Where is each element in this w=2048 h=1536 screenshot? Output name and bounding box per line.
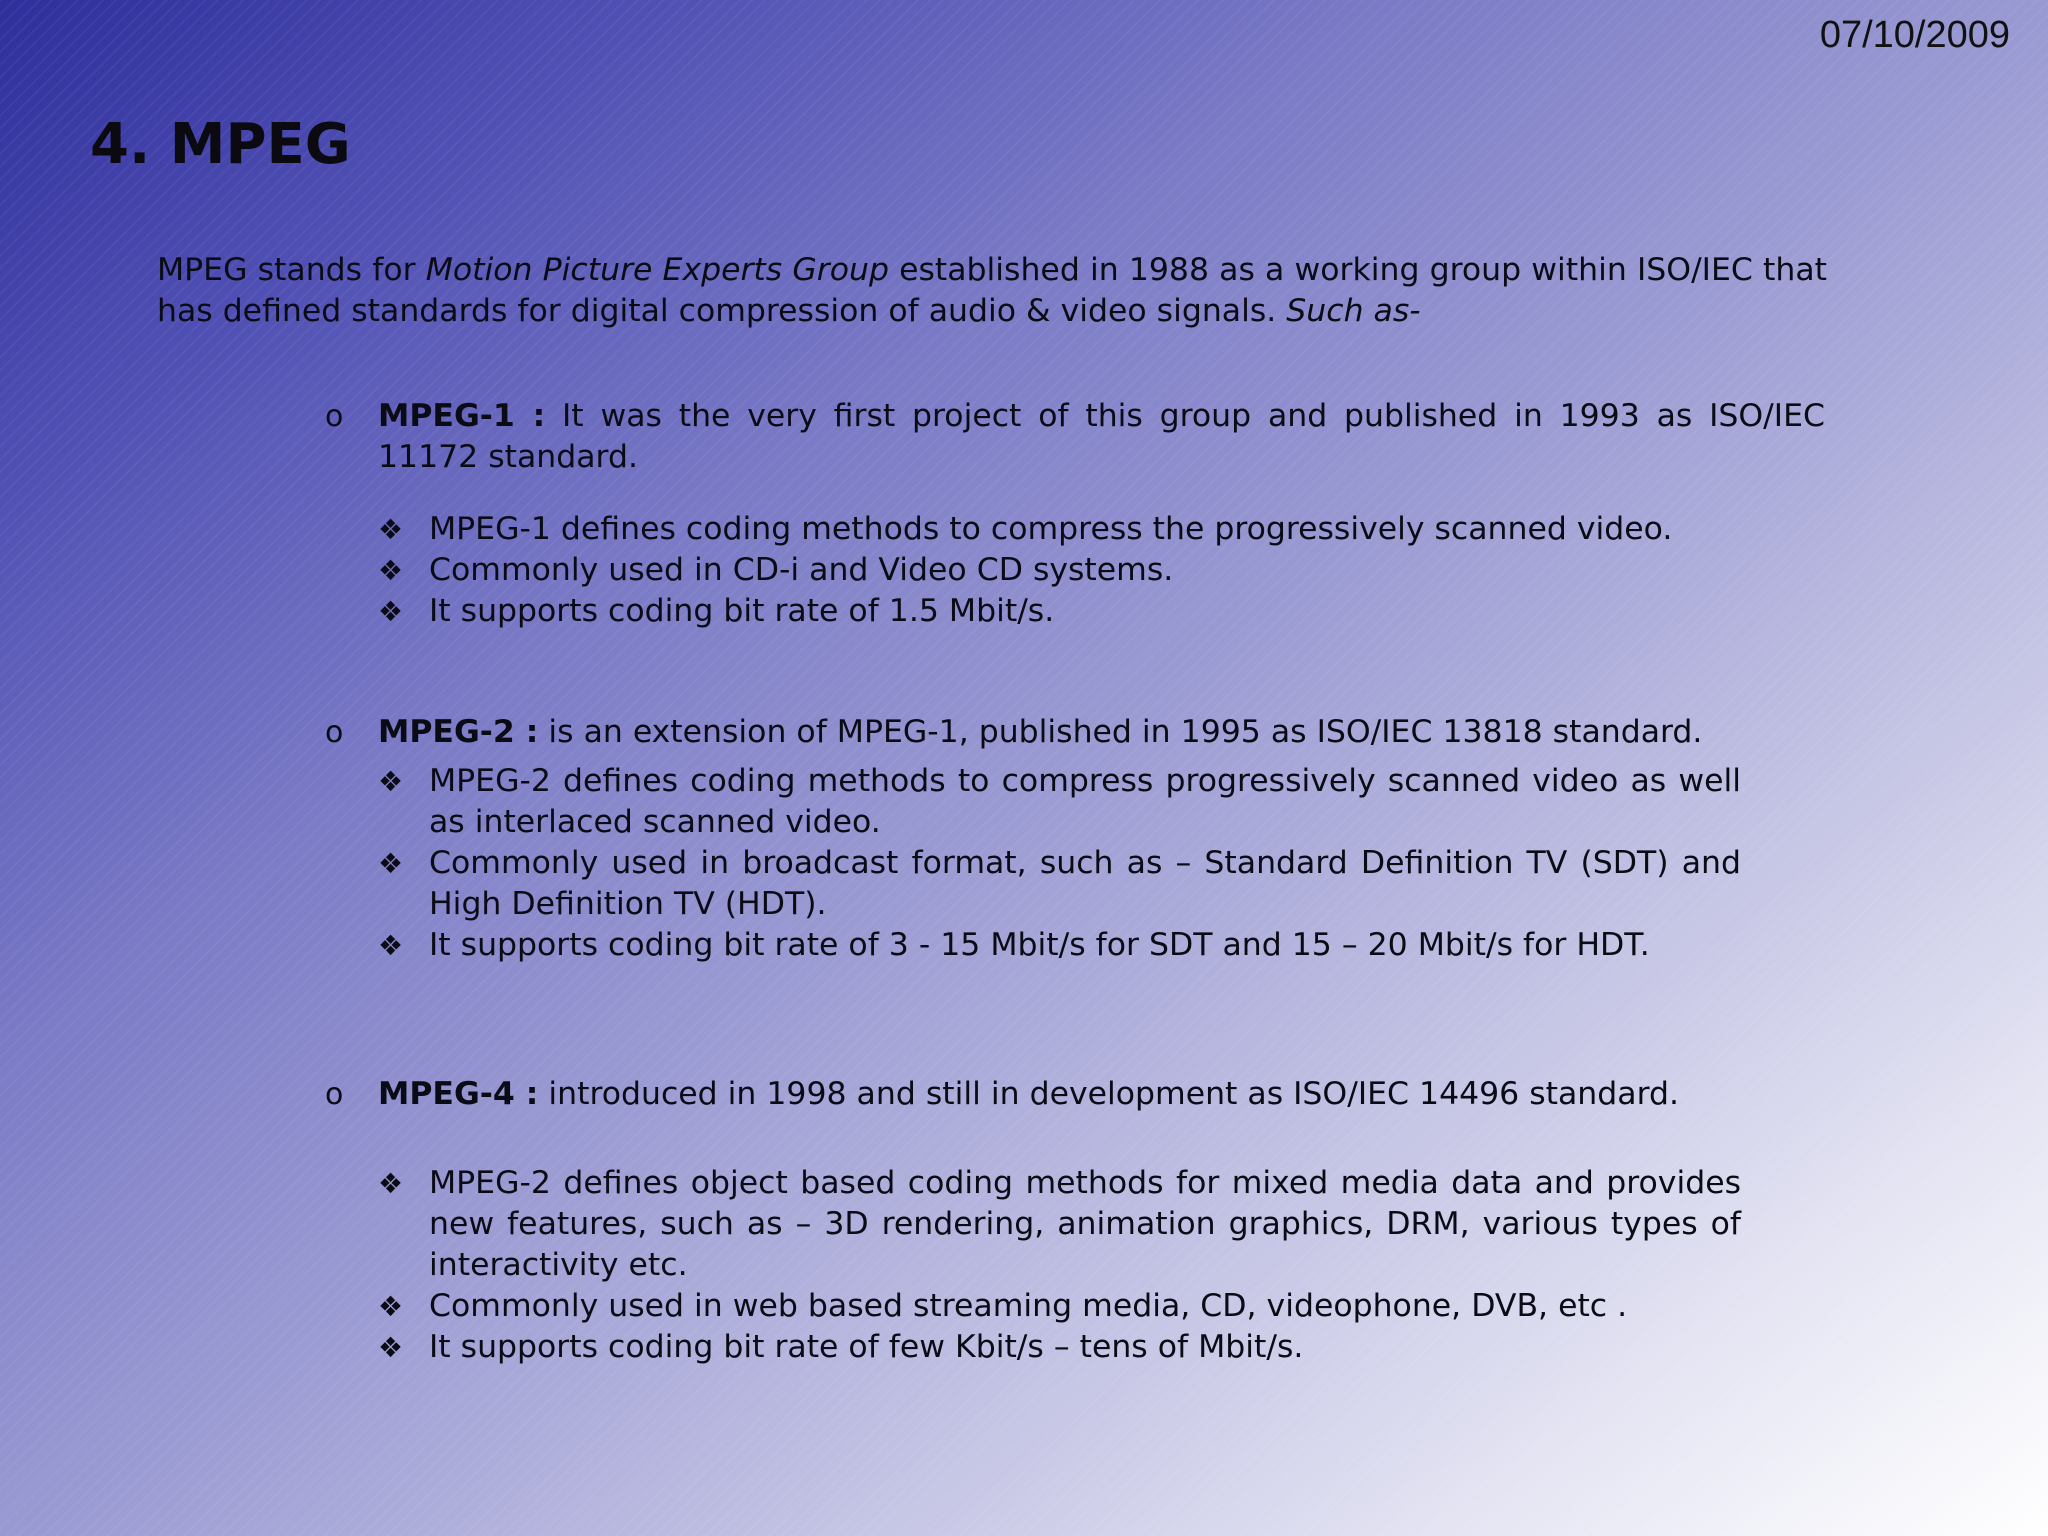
list-item <box>378 591 1741 632</box>
circle-bullet-icon: o <box>325 1077 344 1112</box>
diamond-bullet-icon: ❖ <box>378 595 404 628</box>
diamond-bullet-icon: ❖ <box>378 1290 404 1323</box>
section-desc: is an extension of MPEG-1, published in 1995 as ISO/IEC 13818 standard. <box>538 714 1703 750</box>
section-mpeg-1 <box>325 396 1825 632</box>
circle-bullet-icon: o <box>325 715 344 750</box>
intro-italic-such-as: Such as- <box>1286 293 1421 329</box>
diamond-bullet-icon: ❖ <box>378 1167 404 1200</box>
sub-bullet-list <box>378 761 1741 966</box>
list-item-text: It supports coding bit rate of few Kbit/s – tens of Mbit/s. <box>429 1329 1304 1365</box>
intro-text: MPEG stands for <box>157 252 426 288</box>
section-heading <box>325 396 1825 478</box>
list-item <box>378 550 1741 591</box>
section-name: MPEG-2 : <box>378 714 539 750</box>
circle-bullet-icon: o <box>325 399 344 434</box>
section-heading <box>325 1074 1825 1115</box>
list-item <box>378 1163 1741 1286</box>
list-item <box>378 843 1741 925</box>
slide-date: 07/10/2009 <box>1819 14 2010 56</box>
list-item-text: MPEG-2 defines coding methods to compress progressively scanned video as well as interlaced scanned video. <box>429 763 1741 840</box>
list-item-text: Commonly used in CD-i and Video CD systems. <box>429 552 1174 588</box>
list-item-text: It supports coding bit rate of 3 - 15 Mbit/s for SDT and 15 – 20 Mbit/s for HDT. <box>429 927 1650 963</box>
section-name: MPEG-1 : <box>378 398 546 434</box>
diamond-bullet-icon: ❖ <box>378 929 404 962</box>
diamond-bullet-icon: ❖ <box>378 765 404 798</box>
list-item-text: MPEG-2 defines object based coding methods for mixed media data and provides new features, such as – 3D rendering, animation graphics, DRM, various types of interactivity etc. <box>429 1165 1741 1283</box>
intro-text: established in 1988 as a working group within ISO/IEC that has defined standards for digital compression of audio & video signals. <box>157 252 1827 329</box>
section-name: MPEG-4 : <box>378 1076 539 1112</box>
list-item <box>378 925 1741 966</box>
diamond-bullet-icon: ❖ <box>378 1331 404 1364</box>
list-item <box>378 1327 1741 1368</box>
section-mpeg-4 <box>325 1074 1825 1368</box>
section-desc: It was the very first project of this group and published in 1993 as ISO/IEC 11172 standard. <box>378 398 1825 475</box>
sub-bullet-list <box>378 1163 1741 1368</box>
sub-bullet-list <box>378 509 1741 632</box>
list-item <box>378 509 1741 550</box>
list-item-text: MPEG-1 defines coding methods to compress the progressively scanned video. <box>429 511 1673 547</box>
list-item-text: It supports coding bit rate of 1.5 Mbit/s. <box>429 593 1055 629</box>
list-item <box>378 761 1741 843</box>
list-item-text: Commonly used in web based streaming media, CD, videophone, DVB, etc . <box>429 1288 1628 1324</box>
diamond-bullet-icon: ❖ <box>378 554 404 587</box>
section-heading <box>325 712 1825 753</box>
section-desc: introduced in 1998 and still in development as ISO/IEC 14496 standard. <box>538 1076 1679 1112</box>
section-mpeg-2 <box>325 712 1825 966</box>
intro-paragraph <box>157 250 1827 332</box>
list-item-text: Commonly used in broadcast format, such as – Standard Definition TV (SDT) and High Definition TV (HDT). <box>429 845 1741 922</box>
diamond-bullet-icon: ❖ <box>378 847 404 880</box>
intro-italic-group: Motion Picture Experts Group <box>425 252 889 288</box>
slide-title: 4. MPEG <box>90 112 351 177</box>
diamond-bullet-icon: ❖ <box>378 513 404 546</box>
list-item <box>378 1286 1741 1327</box>
